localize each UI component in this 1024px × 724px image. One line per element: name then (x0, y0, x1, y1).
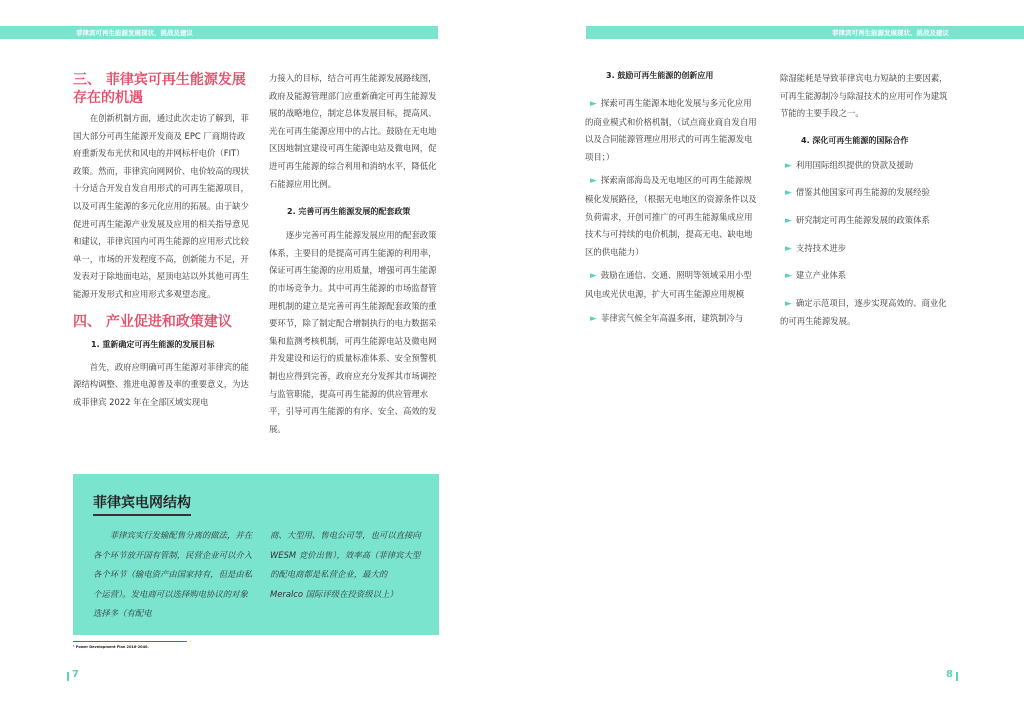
list-item (780, 267, 952, 286)
subsection-1-title: 1. 重新确定可再生能源的发展目标 (91, 339, 215, 349)
cooperation-bullet-list (780, 157, 952, 331)
box-title: 菲律宾电网结构 (93, 495, 191, 511)
innovation-bullet-list (585, 95, 759, 328)
list-item (780, 240, 952, 259)
bullet-text: 借鉴其他国家可再生能源的发展经验 (795, 187, 930, 198)
subsection-1-paragraph: 首先，政府应明确可再生能源对菲律宾的能源结构调整、推进电源普及率的重要意义，为达成菲律宾 2022 年在全部区域实现电 (73, 361, 249, 407)
subsection-1-body (73, 359, 249, 412)
bullet-text: 建立产业体系 (795, 270, 847, 281)
column-4-body (780, 70, 952, 123)
right-header-bar (586, 26, 1024, 39)
list-item (780, 157, 952, 176)
right-page-number-bar (956, 672, 958, 681)
box-column-1 (93, 526, 253, 624)
arrow-icon: ► (590, 271, 597, 282)
arrow-icon: ► (590, 176, 597, 187)
bullet-text: 利用国际组织提供的贷款及援助 (795, 159, 914, 170)
column-2-body-2 (269, 227, 441, 438)
list-item (585, 172, 759, 261)
section-3-paragraph: 在创新机制方面，通过此次走访了解到，菲国大部分可再生能源开发商及 EPC 厂商期待政府重新发布光伏和风电的并网标杆电价（FIT）政策。然而，菲律宾向网网价、电价较高的现状十分适合开发自发自用形式的可再生能源项目，以及可再生能源的多元化应用的拓展。由于缺少促进可再生能源产业发展及应用的相关指导意见和建议，菲律宾国内可再生能源的应用形式比较单一，市场的开发程度不高，创新能力不足，开发表对于除地面电站，屋顶电站以外其他可再生能源开发形式和应用形式多观望态度。 (73, 113, 249, 299)
footnote: ¹ Power Development Plan 2016-2040. (73, 645, 149, 649)
subsection-4-title: 4. 深化可再生能源的国际合作 (801, 135, 909, 145)
right-header-text: 菲律宾可再生能源发展现状、挑战及建议 (832, 29, 949, 37)
box-column-2 (270, 526, 422, 604)
list-item (585, 267, 759, 303)
section-4-title: 四、 产业促进和政策建议 (73, 313, 232, 330)
bullet-text: 菲律宾气候全年高温多雨，建筑制冷与 (600, 312, 744, 323)
list-item (780, 295, 952, 331)
section-3-title: 三、 菲律宾可再生能源发展存在的机遇 (73, 72, 246, 106)
footnote-rule (73, 641, 187, 642)
arrow-icon: ► (785, 243, 792, 254)
subsection-3-title: 3. 鼓励可再生能源的创新应用 (606, 71, 714, 80)
list-item (780, 184, 952, 203)
bullet-text: 研究制定可再生能源发展的政策体系 (795, 214, 930, 225)
arrow-icon: ► (785, 215, 792, 226)
right-column-2 (780, 70, 952, 331)
box-title-underline (93, 514, 191, 516)
arrow-icon: ► (590, 313, 597, 324)
bullet-text: 支持技术进步 (795, 242, 847, 253)
column-4-paragraph: 除湿能耗是导致菲律宾电力短缺的主要因素，可再生能源制冷与除湿技术的应用可作为建筑节能的主要手段之一。 (780, 73, 948, 119)
left-header-bar (0, 26, 438, 39)
bullet-text: 探索可再生能源本地化发展与多元化应用的商业模式和价格机制，（试点商业商自发自用以及合同能源管理应用形式的可再生能源发电项目；） (585, 98, 757, 162)
list-item (585, 95, 759, 166)
arrow-icon: ► (785, 298, 792, 309)
arrow-icon: ► (785, 160, 792, 171)
arrow-icon: ► (785, 271, 792, 282)
right-column-1 (585, 70, 759, 328)
column-2-body-1 (269, 70, 441, 193)
left-column-2 (269, 70, 441, 438)
box-column-1-text: 菲律宾实行发输配售分离的做法，并在各个环节放开国有管制，民营企业可以介入各个环节（输电资产由国家持有，但是由私个运营）。发电商可以选择购电协议的对象选择多（有配电 (93, 530, 253, 618)
column-2-paragraph-1: 力接入的目标，结合可再生能源发展路线图，政府及能源管理部门应重新确定可再生能源发展的战略地位，制定总体发展目标，提高风、光在可再生能源应用中的占比。鼓励在无电地区因地制宜建设可再生能源电站及微电网，促进可再生能源的综合利用和消纳水平，降低化石能源应用比例。 (269, 73, 437, 189)
box-column-2-text: 商、大型用、售电公司等，也可以直接向 WESM 竞价出售），效率高（菲律宾大型的配电商都是私营企业，最大的 Meralco 国际评级在投资级以上） (270, 530, 421, 599)
list-item (585, 310, 759, 329)
section-3-body (73, 110, 249, 304)
left-header-text: 菲律宾可再生能源发展现状、挑战及建议 (76, 29, 193, 37)
arrow-icon: ► (590, 99, 597, 109)
subsection-2-title: 2. 完善可再生能源发展的配套政策 (287, 207, 411, 217)
left-page-number-bar (67, 672, 69, 681)
bullet-text: 确定示范项目，逐步实现高效的、商业化的可再生能源发展。 (780, 297, 947, 327)
right-page-number: 8 (946, 669, 953, 680)
bullet-text: 鼓励在通信、交通、照明等领域采用小型风电或光伏电源，扩大可再生能源应用规模 (585, 270, 752, 299)
list-item (780, 212, 952, 231)
column-2-paragraph-2: 逐步完善可再生能源发展应用的配套政策体系，主要目的是提高可再生能源的利用率，保证可再生能源的应用质量，增强可再生能源的市场竞争力。其中可再生能源的市场监督管理机制的建立是完善可再生能源配套政策的重要环节，除了制定配合增制执行的电力数据采集和监测考核机制，可再生能源电站及微电网并发建设和运行的质量标准体系、安全预警机制也应得到完善，政府应充分发挥其市场调控与监管职能，提高可再生能源的供应管理水平，引导可再生能源的有序、安全、高效的发展。 (269, 230, 437, 434)
left-page-number: 7 (72, 669, 79, 680)
arrow-icon: ► (785, 188, 792, 199)
bullet-text: 探索南部海岛及无电地区的可再生能源规模化发展路径，（根据无电地区的资源条件以及负荷需求，开创可推广的可再生能源集成应用技术与可持续的电价机制，提高无电、缺电地区的供电能力） (585, 175, 757, 257)
left-column-1 (73, 71, 249, 411)
